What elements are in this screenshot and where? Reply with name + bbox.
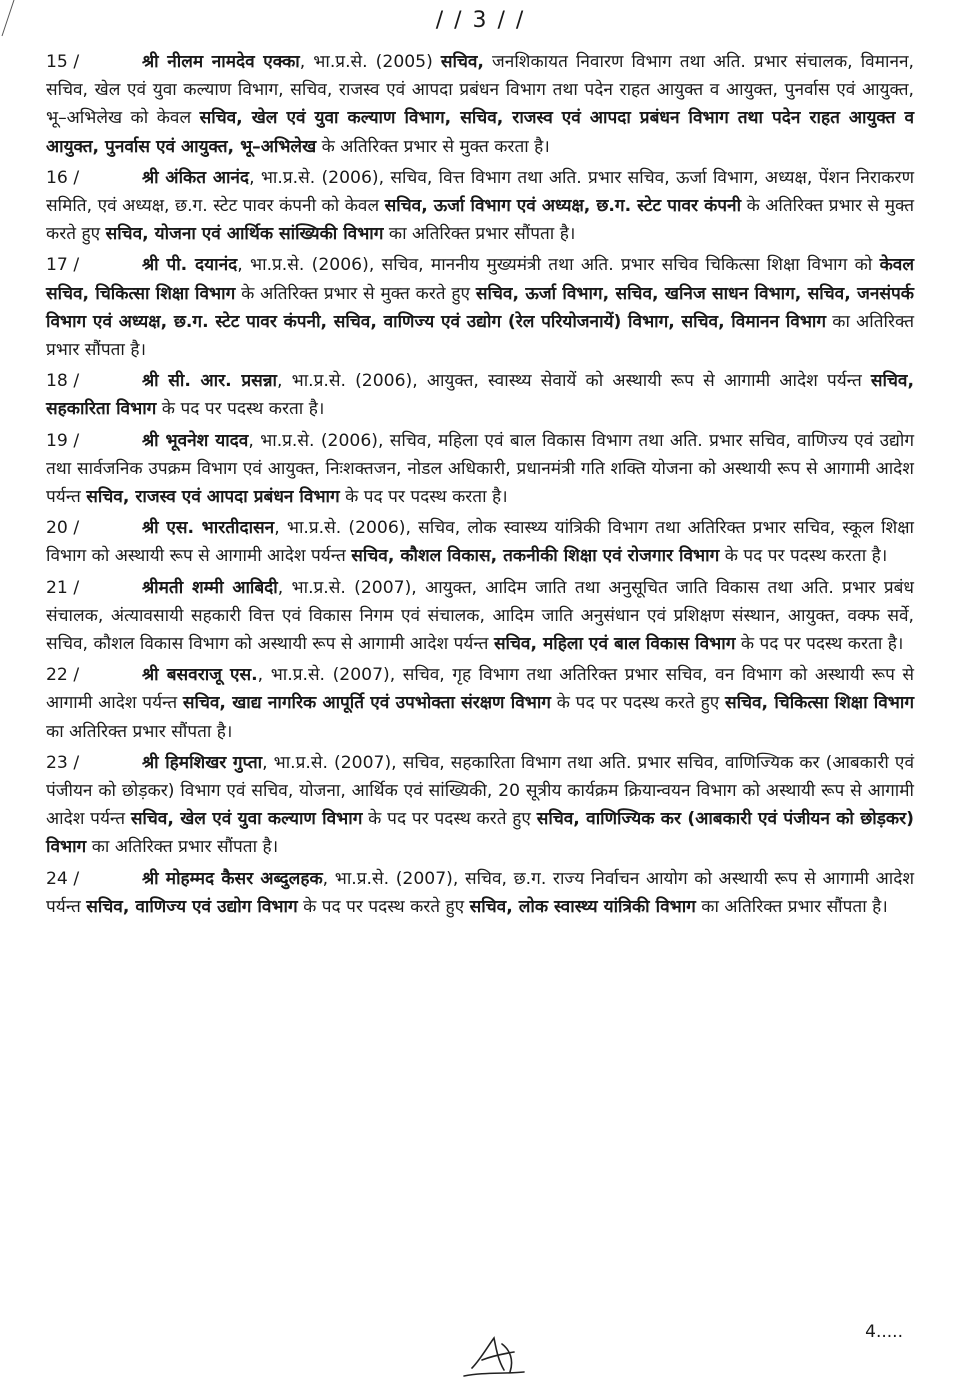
emphasized-text: श्री सी. आर. प्रसन्ना — [142, 371, 277, 392]
body-text-segment: के पद पर पदस्थ करता है। — [719, 546, 888, 567]
emphasized-text: सचिव, वाणिज्य एवं उद्योग विभाग — [86, 896, 298, 917]
body-text-segment: के पद पर पदस्थ करता है। — [339, 487, 508, 508]
emphasized-text: सचिव, ऊर्जा विभाग एवं अध्यक्ष, छ.ग. स्टेट पावर कंपनी — [384, 196, 742, 217]
body-text-segment: , भा.प्र.से. (2006), आयुक्त, स्वास्थ्य सेवायें को अस्थायी रूप से आगामी आदेश पर्यन्त — [277, 371, 871, 392]
next-page-indicator: 4..... — [865, 1322, 903, 1342]
order-paragraph — [46, 749, 914, 862]
emphasized-text: श्री पी. दयानंद — [142, 255, 238, 276]
emphasized-text: सचिव, चिकित्सा शिक्षा विभाग — [725, 693, 915, 714]
body-text-segment: , भा.प्र.से. (2007), आयुक्त, आदिम जाति तथा अनुसूचित जाति विकास तथा अति. प्रभार प्रबंध संचालक, अंत्यावसायी सहकारी वित्त एवं विकास निगम एवं संचालक, आदिम जाति अनुसंधान एवं प्रशिक्षण संस्थान, आयुक्त, वक्फ सर्वे, सचिव, कौशल विकास विभाग को अस्थायी रूप से आगामी आदेश पर्यन्त — [46, 577, 914, 655]
body-text-segment: का अतिरिक्त प्रभार सौंपता है। — [46, 311, 914, 361]
emphasized-text: सचिव, राजस्व एवं आपदा प्रबंधन विभाग — [86, 487, 340, 508]
paragraph-number: 16 / — [46, 167, 80, 188]
emphasized-text: श्री मोहम्मद कैसर अब्दुलहक — [142, 868, 323, 889]
emphasized-text: श्री भूवनेश यादव — [142, 430, 249, 451]
order-body — [46, 48, 914, 924]
body-text-segment: , भा.प्र.से. (2007), सचिव, छ.ग. राज्य निर्वाचन आयोग को अस्थायी रूप से आगामी आदेश पर्यन्त — [46, 868, 915, 917]
emphasized-text: सचिव, खेल एवं युवा कल्याण विभाग — [130, 809, 363, 830]
body-text-segment: जनशिकायत निवारण विभाग तथा अति. प्रभार संचालक, विमानन, सचिव, खेल एवं युवा कल्याण विभाग, सचिव, राजस्व एवं आपदा प्रबंधन विभाग तथा पदेन राहत आयुक्त व आयुक्त, पुनर्वास एवं आयुक्त, भू–अभिलेख को केवल — [46, 52, 914, 129]
body-text-segment: का अतिरिक्त प्रभार सौंपता है। — [383, 224, 576, 245]
emphasized-text: श्री हिमशिखर गुप्ता — [142, 752, 263, 773]
body-text-segment: के अतिरिक्त प्रभार से मुक्त करते हुए — [46, 196, 914, 245]
signature-initials — [458, 1330, 528, 1382]
order-paragraph — [46, 251, 914, 364]
order-paragraph — [46, 164, 914, 249]
body-text-segment: का अतिरिक्त प्रभार सौंपता है। — [46, 721, 233, 742]
emphasized-text: श्रीमती शम्मी आबिदी — [142, 577, 278, 598]
order-paragraph — [46, 865, 914, 921]
paragraph-number: 18 / — [46, 371, 80, 392]
body-text-segment: , भा.प्र.से. (2007), सचिव, सहकारिता विभाग तथा अति. प्रभार सचिव, वाणिज्यिक कर (आबकारी एवं पंजीयन को छोड़कर) विभाग एवं सचिव, योजना, आर्थिक एवं सांख्यिकी, 20 सूत्रीय कार्यक्रम क्रियान्वयन विभाग को अस्थायी रूप से आगामी आदेश पर्यन्त — [46, 752, 914, 830]
emphasized-text: सचिव, खेल एवं युवा कल्याण विभाग, सचिव, राजस्व एवं आपदा प्रबंधन विभाग तथा पदेन राहत आयुक्त व आयुक्त, पुनर्वास एवं आयुक्त, भू–अभिलेख — [46, 108, 915, 157]
body-text-segment: के पद पर पदस्थ करते हुए — [550, 693, 725, 714]
page-number-header: / / 3 / / — [435, 8, 526, 33]
body-text-segment: , भा.प्र.से. (2006), सचिव, माननीय मुख्यमंत्री तथा अति. प्रभार सचिव चिकित्सा शिक्षा विभाग को — [237, 255, 880, 276]
body-text-segment: के अतिरिक्त प्रभार से मुक्त करते हुए — [235, 283, 476, 304]
emphasized-text: सचिव, लोक स्वास्थ्य यांत्रिकी विभाग — [469, 896, 696, 917]
order-paragraph — [46, 514, 914, 570]
emphasized-text: श्री अंकित आनंद — [142, 167, 250, 188]
body-text-segment: , भा.प्र.से. (2007), सचिव, गृह विभाग तथा अतिरिक्त प्रभार सचिव, वन विभाग को अस्थायी रूप से आगामी आदेश पर्यन्त — [46, 665, 915, 714]
body-text-segment: का अतिरिक्त प्रभार सौंपता है। — [86, 837, 279, 858]
paragraph-number: 19 / — [46, 430, 80, 451]
order-paragraph — [46, 427, 914, 512]
emphasized-text: सचिव, — [440, 52, 484, 72]
body-text-segment: के पद पर पदस्थ करता है। — [156, 399, 325, 420]
body-text-segment: , भा.प्र.से. (2005) — [299, 52, 441, 72]
paragraph-number: 15 / — [46, 52, 80, 72]
body-text-segment: के अतिरिक्त प्रभार से मुक्त करता है। — [316, 136, 550, 157]
order-paragraph — [46, 367, 914, 423]
emphasized-text: श्री बसवराजू एस. — [142, 665, 258, 686]
body-text-segment: , भा.प्र.से. (2006), सचिव, लोक स्वास्थ्य यांत्रिकी विभाग तथा अतिरिक्त प्रभार सचिव, स्कूल शिक्षा विभाग को अस्थायी रूप से आगामी आदेश पर्यन्त — [46, 518, 914, 567]
body-text-segment: के पद पर पदस्थ करते हुए — [362, 809, 537, 830]
emphasized-text: सचिव, ऊर्जा विभाग, सचिव, खनिज साधन विभाग, सचिव, जनसंपर्क विभाग एवं अध्यक्ष, छ.ग. स्टेट पावर कंपनी, सचिव, वाणिज्य एवं उद्योग (रेल परियोजनायें) विभाग, सचिव, विमानन विभाग — [46, 283, 914, 332]
emphasized-text: सचिव, खाद्य नागरिक आपूर्ति एवं उपभोक्ता संरक्षण विभाग — [182, 693, 551, 714]
body-text-segment: , भा.प्र.से. (2006), सचिव, महिला एवं बाल विकास विभाग तथा अति. प्रभार सचिव, वाणिज्य एवं उद्योग तथा सार्वजनिक उपक्रम विभाग एवं आयुक्त, निःशक्तजन, नोडल अधिकारी, प्रधानमंत्री गति शक्ति योजना को अस्थायी रूप से आगामी आदेश पर्यन्त — [46, 430, 915, 508]
emphasized-text: सचिव, महिला एवं बाल विकास विभाग — [493, 634, 736, 655]
order-paragraph — [46, 48, 914, 161]
emphasized-text: सचिव, कौशल विकास, तकनीकी शिक्षा एवं रोजगार विभाग — [351, 546, 720, 567]
body-text-segment: के पद पर पदस्थ करता है। — [735, 634, 904, 655]
emphasized-text: श्री एस. भारतीदासन — [142, 518, 275, 539]
paragraph-number: 23 / — [46, 752, 80, 773]
paragraph-number: 22 / — [46, 665, 80, 686]
body-text-segment: के पद पर पदस्थ करते हुए — [297, 896, 470, 917]
emphasized-text: केवल सचिव, चिकित्सा शिक्षा विभाग — [46, 255, 914, 304]
order-paragraph — [46, 574, 914, 659]
body-text-segment: का अतिरिक्त प्रभार सौंपता है। — [695, 896, 888, 917]
emphasized-text: सचिव, वाणिज्यिक कर (आबकारी एवं पंजीयन को छोड़कर) विभाग — [46, 809, 914, 858]
paragraph-number: 24 / — [46, 868, 80, 889]
paragraph-number: 17 / — [46, 255, 80, 276]
emphasized-text: श्री नीलम नामदेव एक्का — [142, 52, 300, 72]
body-text-segment: , भा.प्र.से. (2006), सचिव, वित्त विभाग तथा अति. प्रभार सचिव, ऊर्जा विभाग, अध्यक्ष, पेंशन निराकरण समिति, एवं अध्यक्ष, छ.ग. स्टेट पावर कंपनी को केवल — [46, 167, 914, 217]
order-paragraph — [46, 661, 914, 746]
emphasized-text: सचिव, योजना एवं आर्थिक सांख्यिकी विभाग — [105, 224, 384, 245]
paragraph-number: 21 / — [46, 577, 80, 598]
paragraph-number: 20 / — [46, 518, 80, 539]
emphasized-text: सचिव, सहकारिता विभाग — [46, 371, 914, 420]
